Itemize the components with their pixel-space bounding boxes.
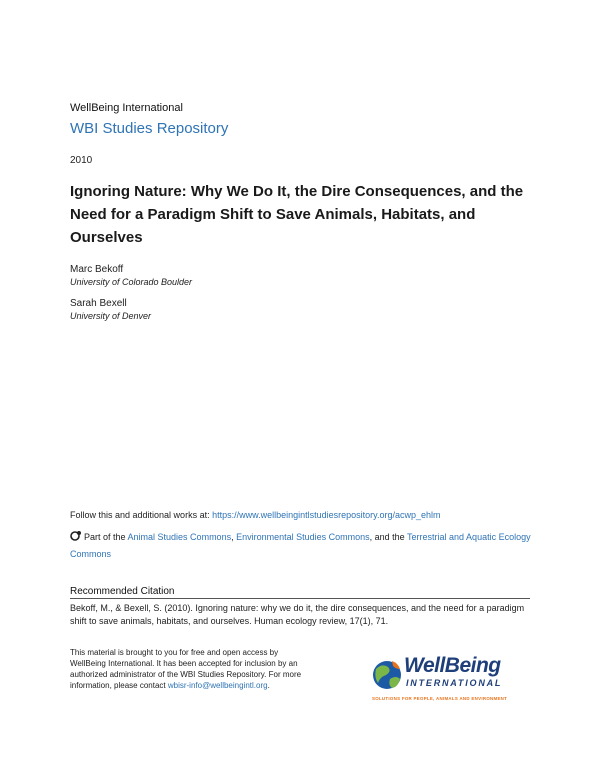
- organization-name: WellBeing International: [70, 102, 183, 114]
- separator: ,: [231, 532, 237, 542]
- environmental-studies-commons-link[interactable]: Environmental Studies Commons: [236, 532, 370, 542]
- recommended-citation-heading: Recommended Citation: [70, 586, 175, 597]
- author-affiliation: University of Denver: [70, 311, 152, 321]
- paper-title: Ignoring Nature: Why We Do It, the Dire Consequences, and the Need for a Paradigm Shift to Save Animals, Habitats, and Ourselves: [70, 183, 524, 246]
- logo-tagline: SOLUTIONS FOR PEOPLE, ANIMALS AND ENVIRONMENT: [372, 696, 508, 701]
- logo-wordmark: WellBeing: [404, 654, 501, 677]
- author-block: [70, 298, 151, 321]
- access-notice-end: .: [267, 681, 270, 690]
- access-notice-text: This material is brought to you for free and open access by WellBeing International. It has been accepted for inclusion by an authorized administrator of the WBI Studies Repository. For more information, please contact: [70, 648, 302, 690]
- part-of-prefix: Part of the: [84, 532, 128, 542]
- commons-network-icon: [70, 530, 82, 542]
- follow-prefix: Follow this and additional works at:: [70, 510, 213, 520]
- citation-text: Bekoff, M., & Bexell, S. (2010). Ignoring nature: why we do it, the dire consequences, and the need for a paradigm shift to save animals, habitats, and ourselves. Human ecology review, 17(1), 71.: [70, 603, 525, 626]
- author-name: Marc Bekoff: [70, 264, 124, 275]
- collection-url-link[interactable]: https://www.wellbeingintlstudiesrepository.org/acwp_ehlm: [212, 510, 441, 520]
- author-block: [70, 264, 192, 287]
- author-name: Sarah Bexell: [70, 298, 127, 309]
- access-notice: [70, 647, 315, 691]
- terrestrial-aquatic-ecology-commons-link[interactable]: Terrestrial and Aquatic Ecology Commons: [70, 532, 531, 559]
- follow-line: [70, 510, 441, 520]
- divider: [70, 598, 530, 599]
- repository-link[interactable]: WBI Studies Repository: [70, 120, 229, 137]
- animal-studies-commons-link[interactable]: Animal Studies Commons: [127, 532, 232, 542]
- contact-email-link[interactable]: wbisr-info@wellbeingintl.org: [167, 681, 268, 690]
- logo-subtitle: INTERNATIONAL: [406, 678, 503, 688]
- part-of-line: [70, 529, 540, 563]
- separator: , and the: [369, 532, 408, 542]
- author-affiliation: University of Colorado Boulder: [70, 277, 193, 287]
- publication-year: 2010: [70, 155, 93, 166]
- wellbeing-logo: [372, 655, 532, 705]
